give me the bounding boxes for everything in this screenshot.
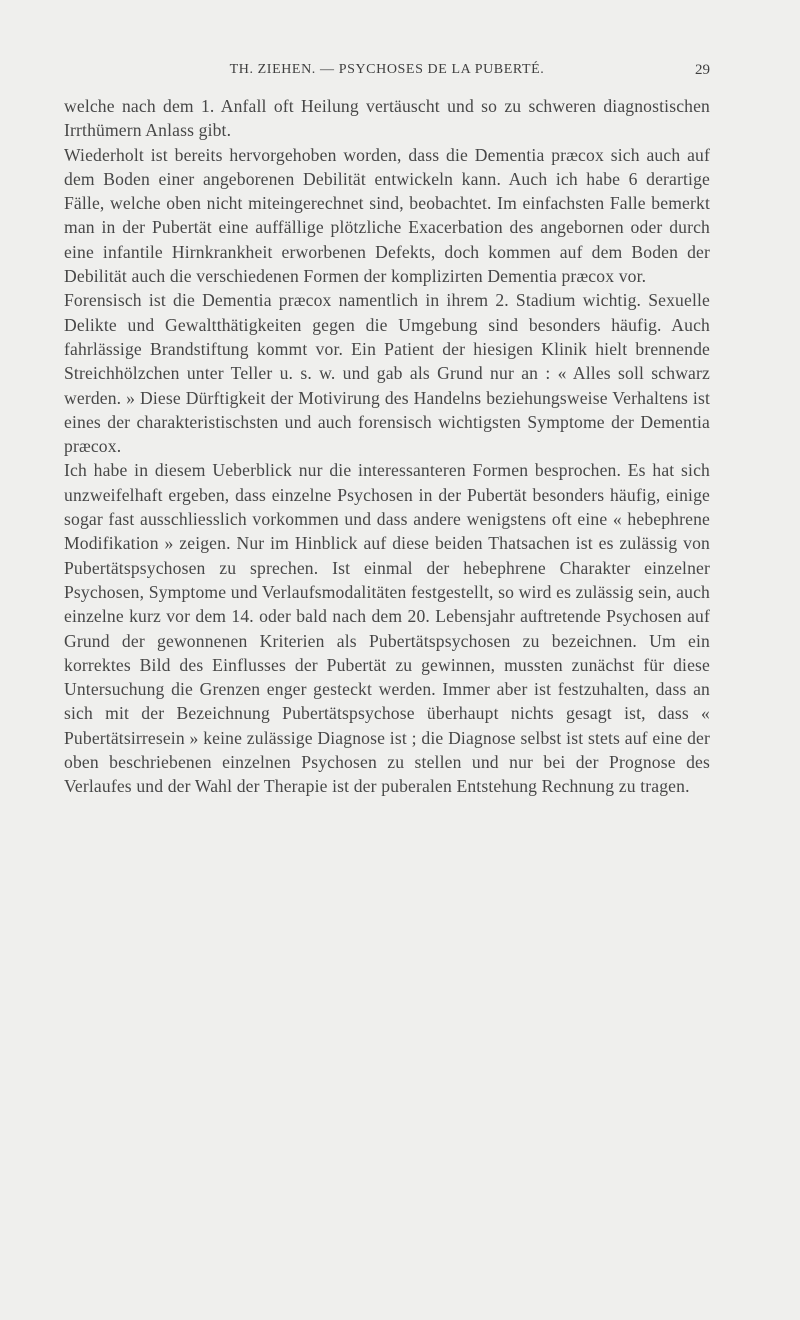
page-number: 29 [695,62,710,78]
paragraph-continuation: welche nach dem 1. Anfall oft Heilung vertäuscht und so zu schweren diagnostischen Irrthümern Anlass gibt. [64,96,710,141]
running-head: TH. ZIEHEN. — PSYCHOSES DE LA PUBERTÉ. [229,62,545,77]
paragraph-dementia-debilitaet: Wiederholt ist bereits hervorgehoben worden, dass die Dementia præcox sich auch auf dem Boden einer angeborenen Debilität entwickeln kann. Auch ich habe 6 derartige Fälle, welche oben nicht miteingerechnet sind, beobachtet. Im einfachsten Falle bemerkt man in der Pubertät eine auffällige plötzliche Exacerbation des angebornen oder durch eine infantile Hirnkrankheit erworbenen Defekts, doch kommen auf dem Boden der Debilität auch die verschiedenen Formen der komplizirten Dementia præcox vor. [64,144,710,287]
paragraph-ueberblick: Ich habe in diesem Ueberblick nur die interessanteren Formen besprochen. Es hat sich unzweifelhaft ergeben, dass einzelne Psychosen in der Pubertät besonders häufig, einige sogar fast ausschliesslich vorkommen und dass andere wenigstens oft eine « hebephrene Modifikation » zeigen. Nur im Hinblick auf diese beiden Thatsachen ist es zulässig von Pubertätspsychosen zu sprechen. Ist einmal der hebephrene Charakter einzelner Psychosen, Symptome und Verlaufsmodalitäten festgestellt, so wird es zulässig sein, auch einzelne kurz vor dem 14. oder bald nach dem 20. Lebensjahr auftretende Psychosen auf Grund der gewonnenen Kriterien als Pubertätspsychosen zu bezeichnen. Um ein korrektes Bild des Einflusses der Pubertät zu gewinnen, mussten zunächst für diese Untersuchung die Grenzen enger gesteckt werden. Immer aber ist festzuhalten, dass an sich mit der Bezeichnung Pubertätspsychose überhaupt nichts gesagt ist, dass « Pubertätsirresein » keine zulässige Diagnose ist ; die Diagnose selbst ist stets auf eine der oben beschriebenen einzelnen Psychosen zu stellen und nur bei der Prognose des Verlaufes und der Wahl der Therapie ist der puberalen Entstehung Rechnung zu tragen. [64,460,710,797]
body-text [64,94,710,799]
paragraph-forensisch: Forensisch ist die Dementia præcox namentlich in ihrem 2. Stadium wichtig. Sexuelle Delikte und Gewaltthätigkeiten gegen die Umgebung sind besonders häufig. Auch fahrlässige Brandstiftung kommt vor. Ein Patient der hiesigen Klinik hielt brennende Streichhölzchen unter Teller u. s. w. und gab als Grund nur an : « Alles soll schwarz werden. » Diese Dürftigkeit der Motivirung des Handelns beziehungsweise Verhaltens ist eines der charakteristischsten und auch forensisch wichtigsten Symptome der Dementia præcox. [64,290,710,457]
page-header [64,62,710,90]
